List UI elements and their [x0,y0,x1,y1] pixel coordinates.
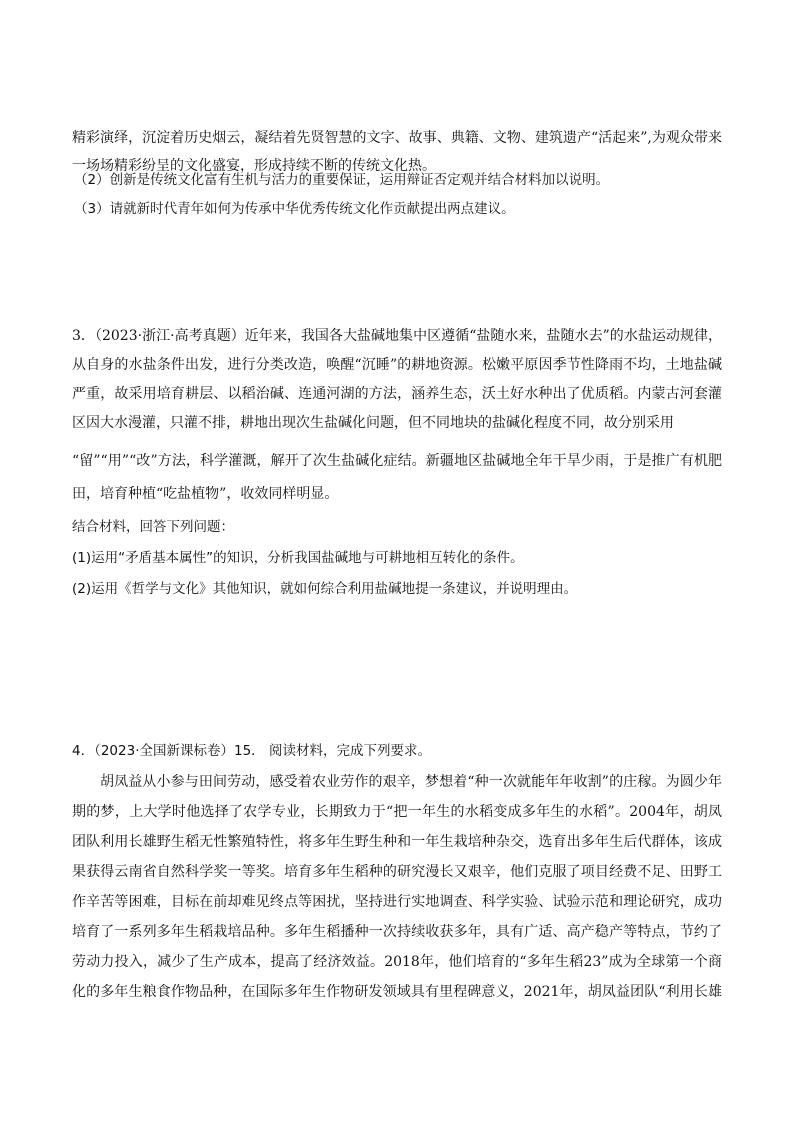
question-4-heading: 4．（2023·全国新课标卷）15． 阅读材料，完成下列要求。 [72,743,431,759]
question-3-prompt: 结合材料，回答下列问题： [72,519,234,535]
question-3-line: 严重，故采用培育耕层、以稻治碱、连通河湖的方法，涵养生态，沃土好水种出了优质稻。内蒙古河套灌 [72,386,722,402]
question-2-sub-3: （3）请就新时代青年如何为传承中华优秀传统文化作贡献提出两点建议。 [74,201,515,217]
material-intro-line: 精彩演绎，沉淀着历史烟云，凝结着先贤智慧的文字、故事、典籍、文物、建筑遗产“活起来”,为观众带来 [72,130,722,146]
question-3-line: 田，培育种植“吃盐植物”，收效同样明显。 [72,486,339,502]
question-2-sub-2: （2）创新是传统文化富有生机与活力的重要保证，运用辩证否定观并结合材料加以说明。 [74,172,610,188]
question-3-line: 从自身的水盐条件出发，进行分类改造，唤醒“沉睡”的耕地资源。松嫩平原因季节性降雨不均，土地盐碱 [72,357,722,373]
question-4-line: 劳动力投入，减少了生产成本，提高了经济效益。2018年，他们培育的“多年生稻23”成为全球第一个商 [72,954,722,970]
question-4-line: 果获得云南省自然科学奖一等奖。培育多年生稻种的研究漫长又艰辛，他们克服了项目经费不足、田野工 [72,864,722,880]
question-4-line: 期的梦，上大学时他选择了农学专业，长期致力于“把一年生的水稻变成多年生的水稻”。2004年，胡凤 [72,804,722,820]
material-intro-line: 一场场精彩纷呈的文化盛宴，形成持续不断的传统文化热。 [72,158,436,174]
question-4-line: 化的多年生粮食作物品种，在国际多年生作物研发领域具有里程碑意义，2021年，胡凤益团队“利用长雄 [72,984,722,1000]
question-4-line: 作辛苦等困难，目标在前却难见终点等困扰，坚持进行实地调查、科学实验、试验示范和理论研究，成功 [72,894,722,910]
question-3-line: 3．（2023·浙江·高考真题）近年来，我国各大盐碱地集中区遵循“盐随水来，盐随水去”的水盐运动规律， [72,328,722,344]
question-4-line: 胡凤益从小参与田间劳动，感受着农业劳作的艰辛，梦想着“种一次就能年年收割”的庄稼。为圆少年 [100,774,722,790]
question-3-line: “留”“用”“改”方法，科学灌溉，解开了次生盐碱化症结。新疆地区盐碱地全年干旱少雨，于是推广有机肥 [72,453,722,469]
question-3-line: 区因大水漫灌，只灌不排，耕地出现次生盐碱化问题，但不同地块的盐碱化程度不同，故分别采用 [72,415,674,431]
question-4-line: 培育了一系列多年生稻栽培品种。多年生稻播种一次持续收获多年，具有广适、高产稳产等特点，节约了 [72,924,722,940]
question-3-sub-1: (1)运用“矛盾基本属性”的知识，分析我国盐碱地与可耕地相互转化的条件。 [72,550,524,566]
question-3-sub-2: (2)运用《哲学与文化》其他知识，就如何综合利用盐碱地提一条建议，并说明理由。 [72,581,578,597]
question-4-line: 团队利用长雄野生稻无性繁殖特性，将多年生野生种和一年生栽培种杂交，选育出多年生后代群体，该成 [72,834,722,850]
